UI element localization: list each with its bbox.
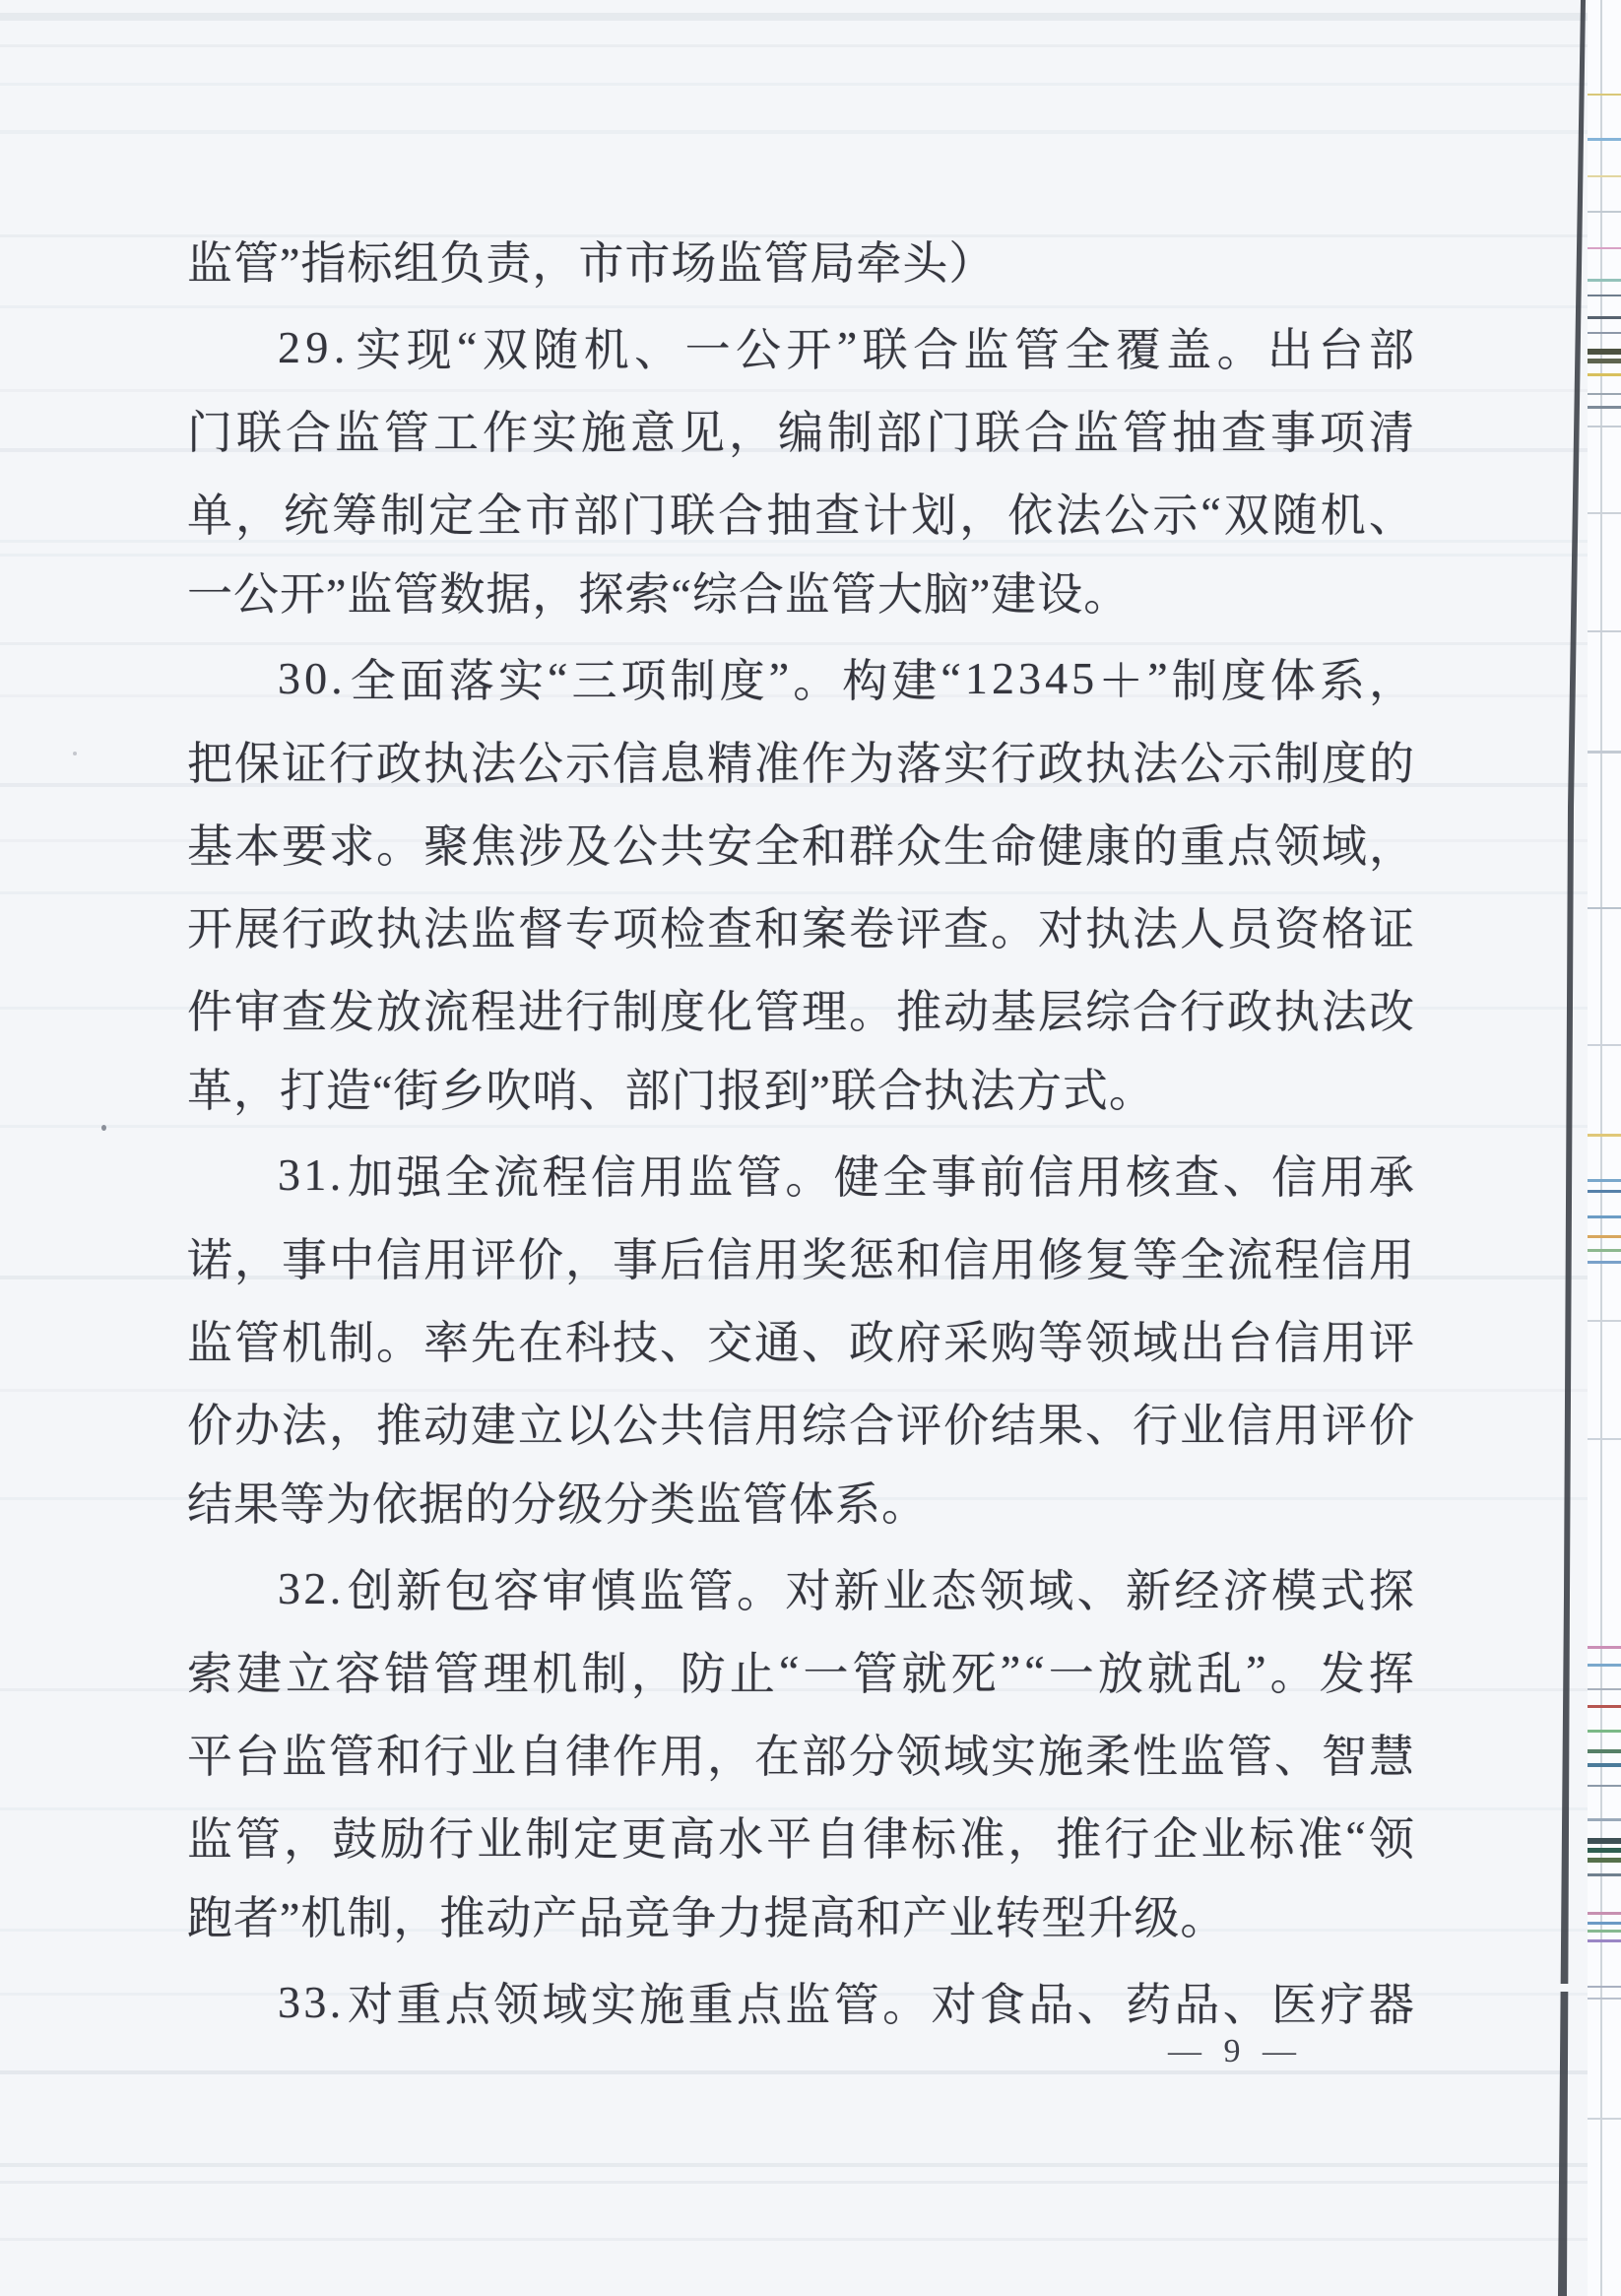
scanner-noise-line — [1588, 1249, 1621, 1252]
scan-band — [0, 2163, 1621, 2167]
scanner-noise-line — [1588, 211, 1621, 213]
text-line: 单 ， 统 筹 制 定 全 市 部 门 联 合 抽 查 计 划 ， 依 法 公 示 “ 双 随 机 、 — [187, 487, 1414, 541]
scanner-noise-line — [1588, 247, 1621, 249]
scanner-noise-line — [1588, 1705, 1621, 1708]
scanner-noise-line — [1588, 279, 1621, 282]
scanner-noise-line — [1588, 1818, 1621, 1821]
scanner-noise-line — [1588, 512, 1621, 514]
text-line: 监 管 机 制 。 率 先 在 科 技 、 交 通 、 政 府 采 购 等 领 域 出 台 信 用 评 — [187, 1318, 1414, 1368]
scanner-noise-line — [1588, 349, 1621, 355]
scan-speck — [101, 1125, 106, 1131]
scanner-noise-line — [1588, 630, 1621, 632]
scanner-noise-line — [1588, 1998, 1621, 2000]
scanner-noise-line — [1588, 94, 1621, 96]
scanner-noise-line — [1588, 1261, 1621, 1264]
scanner-noise-line — [1588, 1838, 1621, 1844]
text-line: 平 台 监 管 和 行 业 自 律 作 用 ， 在 部 分 领 域 实 施 柔 性 监 管 、 智 慧 — [187, 1732, 1414, 1782]
page-number: — 9 — — [1168, 2033, 1303, 2069]
scanner-noise-line — [1588, 406, 1621, 409]
scan-band — [0, 44, 1621, 47]
scan-band — [0, 130, 1621, 134]
text-line: 把 保 证 行 政 执 法 公 示 信 息 精 准 作 为 落 实 行 政 执 法 公 示 制 度 的 — [187, 739, 1414, 789]
scanner-noise-line — [1588, 295, 1621, 296]
text-line: 3 3 . 对 重 点 领 域 实 施 重 点 监 管 。 对 食 品 、 药 品 、 医 疗 器 — [278, 1976, 1414, 2030]
scanner-noise-line — [1588, 1785, 1621, 1787]
scanner-noise-line — [1588, 907, 1621, 909]
scanner-noise-line — [1588, 393, 1621, 395]
scanner-noise-line — [1588, 332, 1621, 334]
scanner-noise-line — [1588, 138, 1621, 141]
scanner-noise-line — [1588, 1939, 1621, 1942]
scanner-noise-line — [1588, 1930, 1621, 1933]
document-body — [187, 223, 1414, 2043]
text-line: 价 办 法 ， 推 动 建 立 以 公 共 信 用 综 合 评 价 结 果 、 行 业 信 用 评 价 — [187, 1401, 1414, 1451]
scanner-noise-line — [1588, 1235, 1621, 1238]
text-line: 3 1 . 加 强 全 流 程 信 用 监 管 。 健 全 事 前 信 用 核 查 、 信 用 承 — [278, 1148, 1414, 1203]
scan-speck — [73, 752, 77, 755]
text-line: 结果等为依据的分级分类监管体系。 — [187, 1479, 928, 1530]
scanner-noise-line — [1588, 1848, 1621, 1853]
text-line: 件 审 查 发 放 流 程 进 行 制 度 化 管 理 。 推 动 基 层 综 合 行 政 执 法 改 — [187, 987, 1414, 1037]
scanner-noise-line — [1588, 1763, 1621, 1767]
scanner-noise-line — [1588, 359, 1621, 363]
text-line: 监管”指标组负责，市市场监管局牵头） — [187, 238, 996, 289]
text-line: 跑者”机制，推动产品竞争力提高和产业转型升级。 — [187, 1893, 1227, 1943]
scanner-noise-line — [1588, 1858, 1621, 1863]
scanner-edge-strip — [1588, 0, 1621, 2296]
scan-band — [0, 2181, 1621, 2184]
scanner-noise-line — [1588, 1320, 1621, 1322]
scanner-noise-line — [1588, 751, 1621, 754]
scanner-noise-line — [1588, 1190, 1621, 1193]
text-line: 3 0 . 全 面 落 实 “ 三 项 制 度 ” 。 构 建 “ 1 2 3 4 5 ＋ ” 制 度 体 系 ， — [278, 652, 1414, 706]
text-line: 索 建 立 容 错 管 理 机 制 ， 防 止 “ 一 管 就 死 ” “ 一 放 就 乱 ” 。 发 挥 — [187, 1645, 1414, 1699]
scanner-noise-line — [1588, 1688, 1621, 1690]
scanner-noise-line — [1588, 373, 1621, 376]
scanner-noise-line — [1588, 316, 1621, 319]
scanner-noise-line — [1588, 1215, 1621, 1218]
scanner-noise-line — [1588, 1438, 1621, 1440]
scanner-noise-line — [1588, 1730, 1621, 1733]
text-line: 革，打造“街乡吹哨、部门报到”联合执法方式。 — [187, 1066, 1155, 1116]
scanner-noise-line — [1588, 2118, 1621, 2120]
scanner-noise-line — [1588, 1179, 1621, 1182]
scanner-noise-line — [1588, 1646, 1621, 1649]
text-line: 诺 ， 事 中 信 用 评 价 ， 事 后 信 用 奖 惩 和 信 用 修 复 等 全 流 程 信 用 — [187, 1235, 1414, 1285]
scanner-noise-line — [1588, 1664, 1621, 1667]
scanner-noise-line — [1588, 1873, 1621, 1876]
scanner-noise-line — [1588, 1922, 1621, 1925]
scanner-noise-line — [1588, 1134, 1621, 1137]
scan-band — [0, 2238, 1621, 2241]
scan-band — [0, 2070, 1621, 2074]
text-line: 监 管 ， 鼓 励 行 业 制 定 更 高 水 平 自 律 标 准 ， 推 行 企 业 标 准 “ 领 — [187, 1810, 1414, 1865]
scan-band — [0, 83, 1621, 86]
scanner-edge-faint-line — [1600, 0, 1602, 2296]
scanner-noise-line — [1588, 175, 1621, 177]
scan-band — [0, 13, 1621, 21]
text-line: 门 联 合 监 管 工 作 实 施 意 见 ， 编 制 部 门 联 合 监 管 抽 查 事 项 清 — [187, 408, 1414, 458]
text-line: 开 展 行 政 执 法 监 督 专 项 检 查 和 案 卷 评 查 。 对 执 法 人 员 资 格 证 — [187, 904, 1414, 954]
text-line: 2 9 . 实 现 “ 双 随 机 、 一 公 开 ” 联 合 监 管 全 覆 盖 。 出 台 部 — [278, 321, 1414, 375]
scanner-noise-line — [1588, 1912, 1621, 1915]
text-line: 基 本 要 求 。 聚 焦 涉 及 公 共 安 全 和 群 众 生 命 健 康 的 重 点 领 域 ， — [187, 821, 1414, 872]
scanner-noise-line — [1588, 1044, 1621, 1046]
scanner-noise-line — [1588, 1749, 1621, 1753]
text-line: 3 2 . 创 新 包 容 审 慎 监 管 。 对 新 业 态 领 域 、 新 经 济 模 式 探 — [278, 1562, 1414, 1616]
scanner-noise-line — [1588, 1986, 1621, 1988]
text-line: 一公开”监管数据，探索“综合监管大脑”建设。 — [187, 569, 1131, 620]
scanner-noise-line — [1588, 426, 1621, 427]
